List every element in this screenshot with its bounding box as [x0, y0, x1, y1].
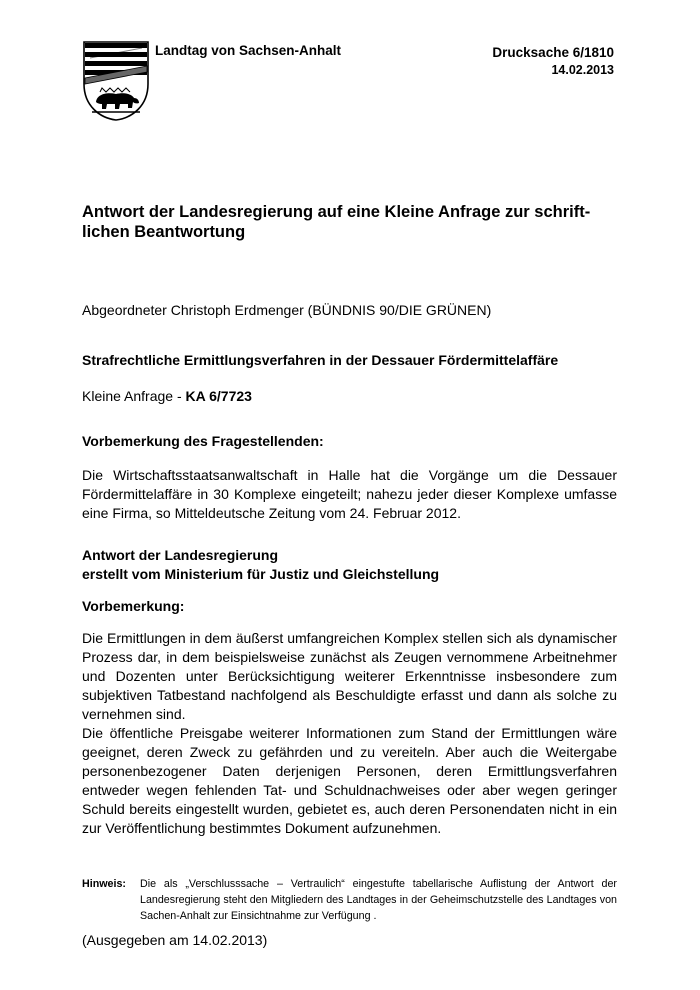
answer-heading-line-1: Antwort der Landesregierung [82, 547, 279, 563]
answer-paragraph-1: Die Ermittlungen in dem äußerst umfangreichen Komplex stellen sich als dynamischer Prozess dar, in dem beispielsweise zunächst als Zeugen vernommene Arbeitnehmer und Dozenten unter Berücksichtigung weiterer Erkenntnisse insbesondere zum subjektiven Tatbestand nachfolgend als Beschuldigte erfasst und dann als solche zu vernehmen sind. [82, 630, 617, 722]
inquirer: Abgeordneter Christoph Erdmenger (BÜNDNIS 90/DIE GRÜNEN) [82, 302, 492, 318]
preliminary-questioner-text: Die Wirtschaftsstaatsanwaltschaft in Halle hat die Vorgänge um die Dessauer Fördermittelaffäre in 30 Komplexe eingeteilt; nahezu jeder dieser Komplexe umfasse eine Firma, so Mitteldeutsche Zeitung vom 24. Februar 2012. [82, 467, 617, 521]
preliminary-heading: Vorbemerkung: [82, 598, 185, 614]
title-line-2: lichen Beantwortung [82, 223, 246, 241]
title-line-1: Antwort der Landesregierung auf eine Kleine Anfrage zur schrift- [82, 203, 591, 221]
inquiry-number: KA 6/7723 [185, 388, 252, 404]
note-text: Die als „Verschlusssache – Vertraulich“ eingestufte tabellarische Auflistung der Antwort der Landesregierung steht den Mitgliedern des Landtages in der Geheimschutzstelle des Landtages von Sachen-Anhalt zur Einsichtnahme zur Verfügung . [140, 878, 617, 922]
document-date: 14.02.2013 [551, 63, 614, 77]
answer-heading-line-2: erstellt vom Ministerium für Justiz und Gleichstellung [82, 566, 440, 582]
note-label: Hinweis: [82, 878, 126, 890]
inquiry-reference [82, 387, 617, 406]
answer-heading [82, 546, 617, 584]
issued-date: (Ausgegeben am 14.02.2013) [82, 932, 268, 948]
parliament-name: Landtag von Sachsen-Anhalt [155, 43, 342, 58]
coat-of-arms-icon [82, 40, 150, 122]
page-title [82, 202, 617, 242]
note [82, 876, 617, 924]
answer-paragraph-2: Die öffentliche Preisgabe weiterer Informationen zum Stand der Ermittlungen wäre geeignet, deren Zweck zu gefährden und zu vereiteln. Aber auch die Weitergabe personenbezogener Daten derjenigen Personen, deren Ermittlungsverfahren entweder wegen fehlenden Tat- und Schuldnachweises oder aber wegen geringer Schuld bereits eingestellt wurden, gebietet es, auch deren Personendaten nicht in ein zur Veröffentlichung bestimmtes Dokument aufzunehmen. [82, 725, 617, 836]
document-number: Drucksache 6/1810 [492, 45, 614, 60]
subject: Strafrechtliche Ermittlungsverfahren in der Dessauer Fördermittelaffäre [82, 352, 559, 368]
inquiry-prefix: Kleine Anfrage - [82, 388, 186, 404]
preliminary-questioner-heading: Vorbemerkung des Fragestellenden: [82, 433, 324, 449]
